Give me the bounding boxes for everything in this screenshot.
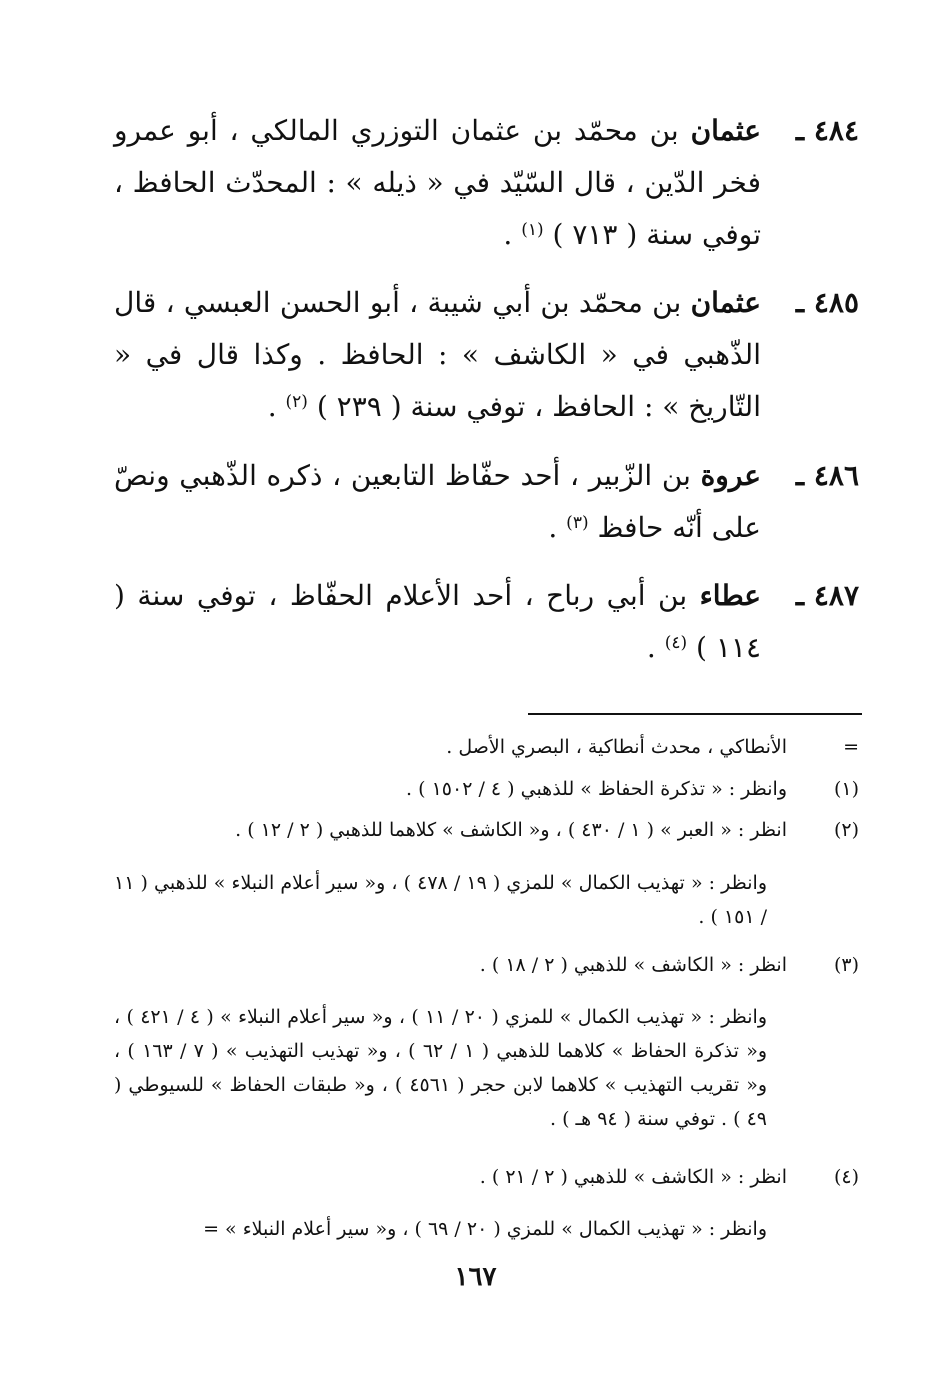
footnote-2-continuation [114,866,859,934]
footnote-separator [528,713,862,715]
entry-body [114,570,761,674]
entry-484 [114,105,859,261]
entry-487 [114,570,859,674]
entry-number: ٤٨٤ ـ [795,114,859,147]
entry-body [114,277,761,433]
entry-end: . [548,511,567,544]
footnote-ref[interactable]: (٤) [664,633,688,653]
footnote-3 [114,948,859,982]
entry-body [114,450,761,554]
footnote-mark: (٤) [833,1166,859,1188]
entry-text: بن محمّد بن أبي شيبة ، أبو الحسن العبسي ، قال الذّهبي في « الكاشف » : الحافظ . وكذا قال في « التّاريخ » : الحافظ ، توفي سنة ( ٢٣٩ ) [114,286,761,423]
entry-name: عطاء [699,579,762,612]
entry-end: . [503,218,522,251]
entry-text: بن أبي رباح ، أحد الأعلام الحفّاظ ، توفي سنة ( ١١٤ ) [114,579,761,664]
entry-end: . [267,390,286,423]
footnote-mark: = [843,736,859,758]
footnote-ref[interactable]: (٣) [566,513,589,533]
footnote-text: انظر : « الكاشف » للذهبي ( ٢ / ٢١ ) . [479,1166,787,1188]
footnote-text: انظر : « الكاشف » للذهبي ( ٢ / ١٨ ) . [479,954,787,976]
entry-name: عثمان [690,286,761,319]
page-number: ١٦٧ [454,1262,497,1292]
footnote-text: وانظر : « تهذيب الكمال » للمزي ( ٢٠ / ٦٩ ) ، و« سير أعلام النبلاء » = [203,1218,767,1240]
footnote-mark: (١) [833,778,859,800]
footnote-ref[interactable]: (١) [521,220,544,240]
footnote-ref[interactable]: (٢) [285,392,308,412]
entry-text: بن محمّد بن عثمان التوزري المالكي ، أبو عمرو فخر الدّين ، قال السّيّد في « ذيله » : المحدّث الحافظ ، توفي سنة ( ٧١٣ ) [114,114,761,251]
entry-number: ٤٨٦ ـ [795,459,859,492]
entry-486 [114,450,859,554]
entry-number: ٤٨٧ ـ [795,579,859,612]
footnote-continued [114,730,859,764]
entry-text: بن الزّبير ، أحد حفّاظ التابعين ، ذكره الذّهبي ونصّ على أنّه حافظ [114,459,761,544]
footnote-mark: (٣) [833,954,859,976]
footnote-text: انظر : « العبر » ( ١ / ٤٣٠ ) ، و« الكاشف » كلاهما للذهبي ( ٢ / ١٢ ) . [235,819,787,841]
footnote-text: وانظر : « تهذيب الكمال » للمزي ( ١٩ / ٤٧٨ ) ، و« سير أعلام النبلاء » للذهبي ( ١١ / ١٥١ ) . [114,872,767,928]
entry-end: . [646,631,665,664]
footnote-4 [114,1160,859,1194]
entry-number: ٤٨٥ ـ [795,286,859,319]
footnote-text: وانظر : « تهذيب الكمال » للمزي ( ٢٠ / ١١ ) ، و« سير أعلام النبلاء » ( ٤ / ٤٢١ ) ، و« تذكرة الحفاظ » كلاهما للذهبي ( ١ / ٦٢ ) ، و« تهذيب التهذيب » ( ٧ / ١٦٣ ) ، و« تقريب التهذيب » كلاهما لابن حجر ( ٤٥٦١ ) ، و« طبقات الحفاظ » للسيوطي ( ٤٩ ) . توفي سنة ( ٩٤ هـ ) . [114,1006,768,1130]
entry-body [114,105,761,261]
footnote-text: وانظر : « تذكرة الحفاظ » للذهبي ( ٤ / ١٥٠٢ ) . [406,778,787,800]
entry-name: عثمان [690,114,761,147]
footnote-3-continuation [114,1000,859,1136]
footnote-text: الأنطاكي ، محدث أنطاكية ، البصري الأصل . [446,736,787,758]
footnote-4-continuation [114,1212,859,1246]
footnote-2 [114,813,859,847]
footnote-mark: (٢) [833,819,859,841]
entry-485 [114,277,859,433]
footnote-1 [114,772,859,806]
entry-name: عروة [700,459,761,492]
